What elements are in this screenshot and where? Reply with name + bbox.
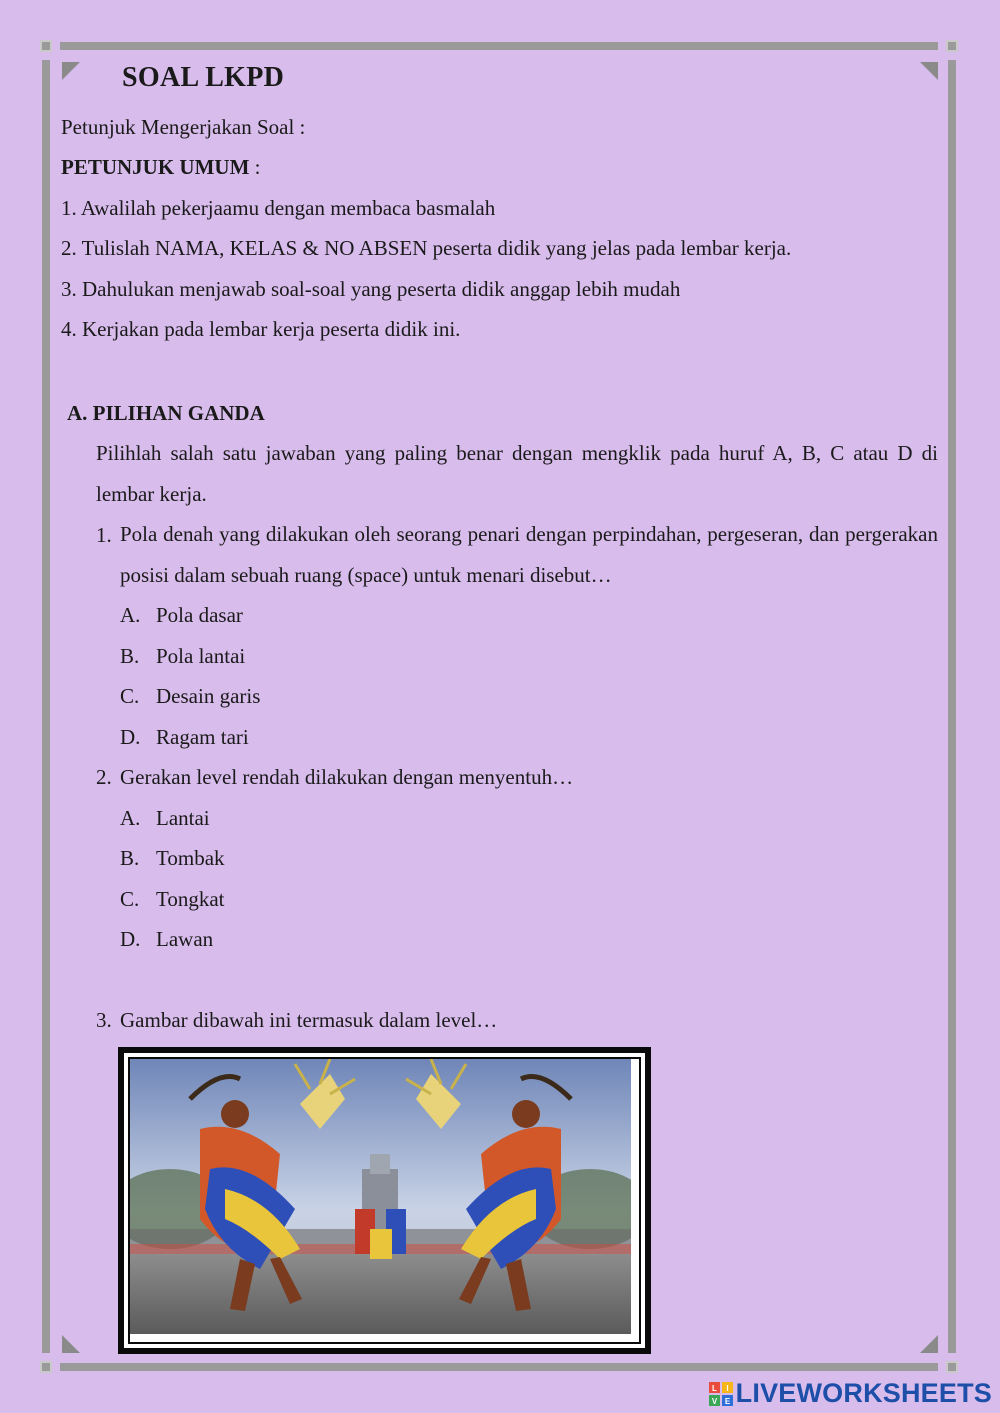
answer-option-b[interactable] [120,641,245,671]
page-title: SOAL LKPD [122,62,285,93]
frame-right-bar [948,60,956,1353]
liveworksheets-watermark [709,1378,992,1409]
answer-option-d[interactable] [120,924,213,954]
option-text: Lantai [156,806,210,830]
logo-letter: L [711,1383,717,1393]
option-text: Pola dasar [156,603,243,627]
frame-corner-top-left [40,40,52,52]
dance-photo-image [128,1057,641,1344]
frame-corner-bottom-right [946,1361,958,1373]
option-text: Desain garis [156,684,261,708]
question-number: 1. [96,523,112,547]
question-text [96,1005,497,1035]
instructions-heading: Petunjuk Mengerjakan Soal : [61,115,306,139]
frame-triangle-top-right [920,62,938,80]
dance-photo-illustration [130,1059,631,1334]
option-text: Tongkat [156,887,225,911]
answer-option-b[interactable] [120,843,225,873]
option-letter: C. [120,887,140,911]
option-letter: A. [120,806,141,830]
option-letter: A. [120,603,141,627]
answer-option-d[interactable] [120,722,249,752]
option-letter: C. [120,684,140,708]
general-heading-colon: : [249,155,261,179]
logo-letter: E [724,1396,730,1406]
frame-triangle-bottom-right [920,1335,938,1353]
frame-corner-bottom-left [40,1361,52,1373]
answer-option-a[interactable] [120,600,243,630]
general-instruction-item: 2. Tulislah NAMA, KELAS & NO ABSEN peserta didik yang jelas pada lembar kerja. [61,236,792,260]
option-letter: D. [120,725,141,749]
general-instructions-heading [61,152,261,182]
general-instruction-item: 1. Awalilah pekerjaamu dengan membaca basmalah [61,196,496,220]
dance-photo [118,1047,651,1354]
frame-left-bar [42,60,50,1353]
section-a-heading: A. PILIHAN GANDA [67,401,265,425]
frame-bottom-bar [60,1363,938,1371]
question-body: Gambar dibawah ini termasuk dalam level… [120,1008,498,1032]
answer-option-c[interactable] [120,681,260,711]
general-instruction-item: 4. Kerjakan pada lembar kerja peserta didik ini. [61,317,461,341]
liveworksheets-brand-text: LIVEWORKSHEETS [735,1378,992,1408]
question-number: 3. [96,1008,112,1032]
frame-triangle-bottom-left [62,1335,80,1353]
general-heading-label: PETUNJUK UMUM [61,155,250,179]
question-text [96,762,573,792]
section-a-instruction: Pilihlah salah satu jawaban yang paling benar dengan mengklik pada huruf A, B, C atau D di lembar kerja. [96,441,938,506]
option-text: Ragam tari [156,725,249,749]
option-letter: B. [120,846,140,870]
general-instruction-item: 3. Dahulukan menjawab soal-soal yang peserta didik anggap lebih mudah [61,277,681,301]
answer-option-a[interactable] [120,803,210,833]
frame-triangle-top-left [62,62,80,80]
option-text: Pola lantai [156,644,246,668]
liveworksheets-logo-icon [709,1382,733,1406]
frame-top-bar [60,42,938,50]
option-letter: B. [120,644,140,668]
frame-corner-top-right [946,40,958,52]
option-letter: D. [120,927,141,951]
question-number: 2. [96,765,112,789]
option-text: Tombak [156,846,225,870]
answer-option-c[interactable] [120,884,225,914]
logo-letter: I [726,1383,729,1393]
logo-letter: V [711,1396,717,1406]
question-body: Gerakan level rendah dilakukan dengan menyentuh… [120,765,574,789]
option-text: Lawan [156,927,214,951]
question-text: Pola denah yang dilakukan oleh seorang penari dengan perpindahan, pergeseran, dan pergerakan posisi dalam sebuah ruang (space) untuk menari disebut… [120,522,938,587]
